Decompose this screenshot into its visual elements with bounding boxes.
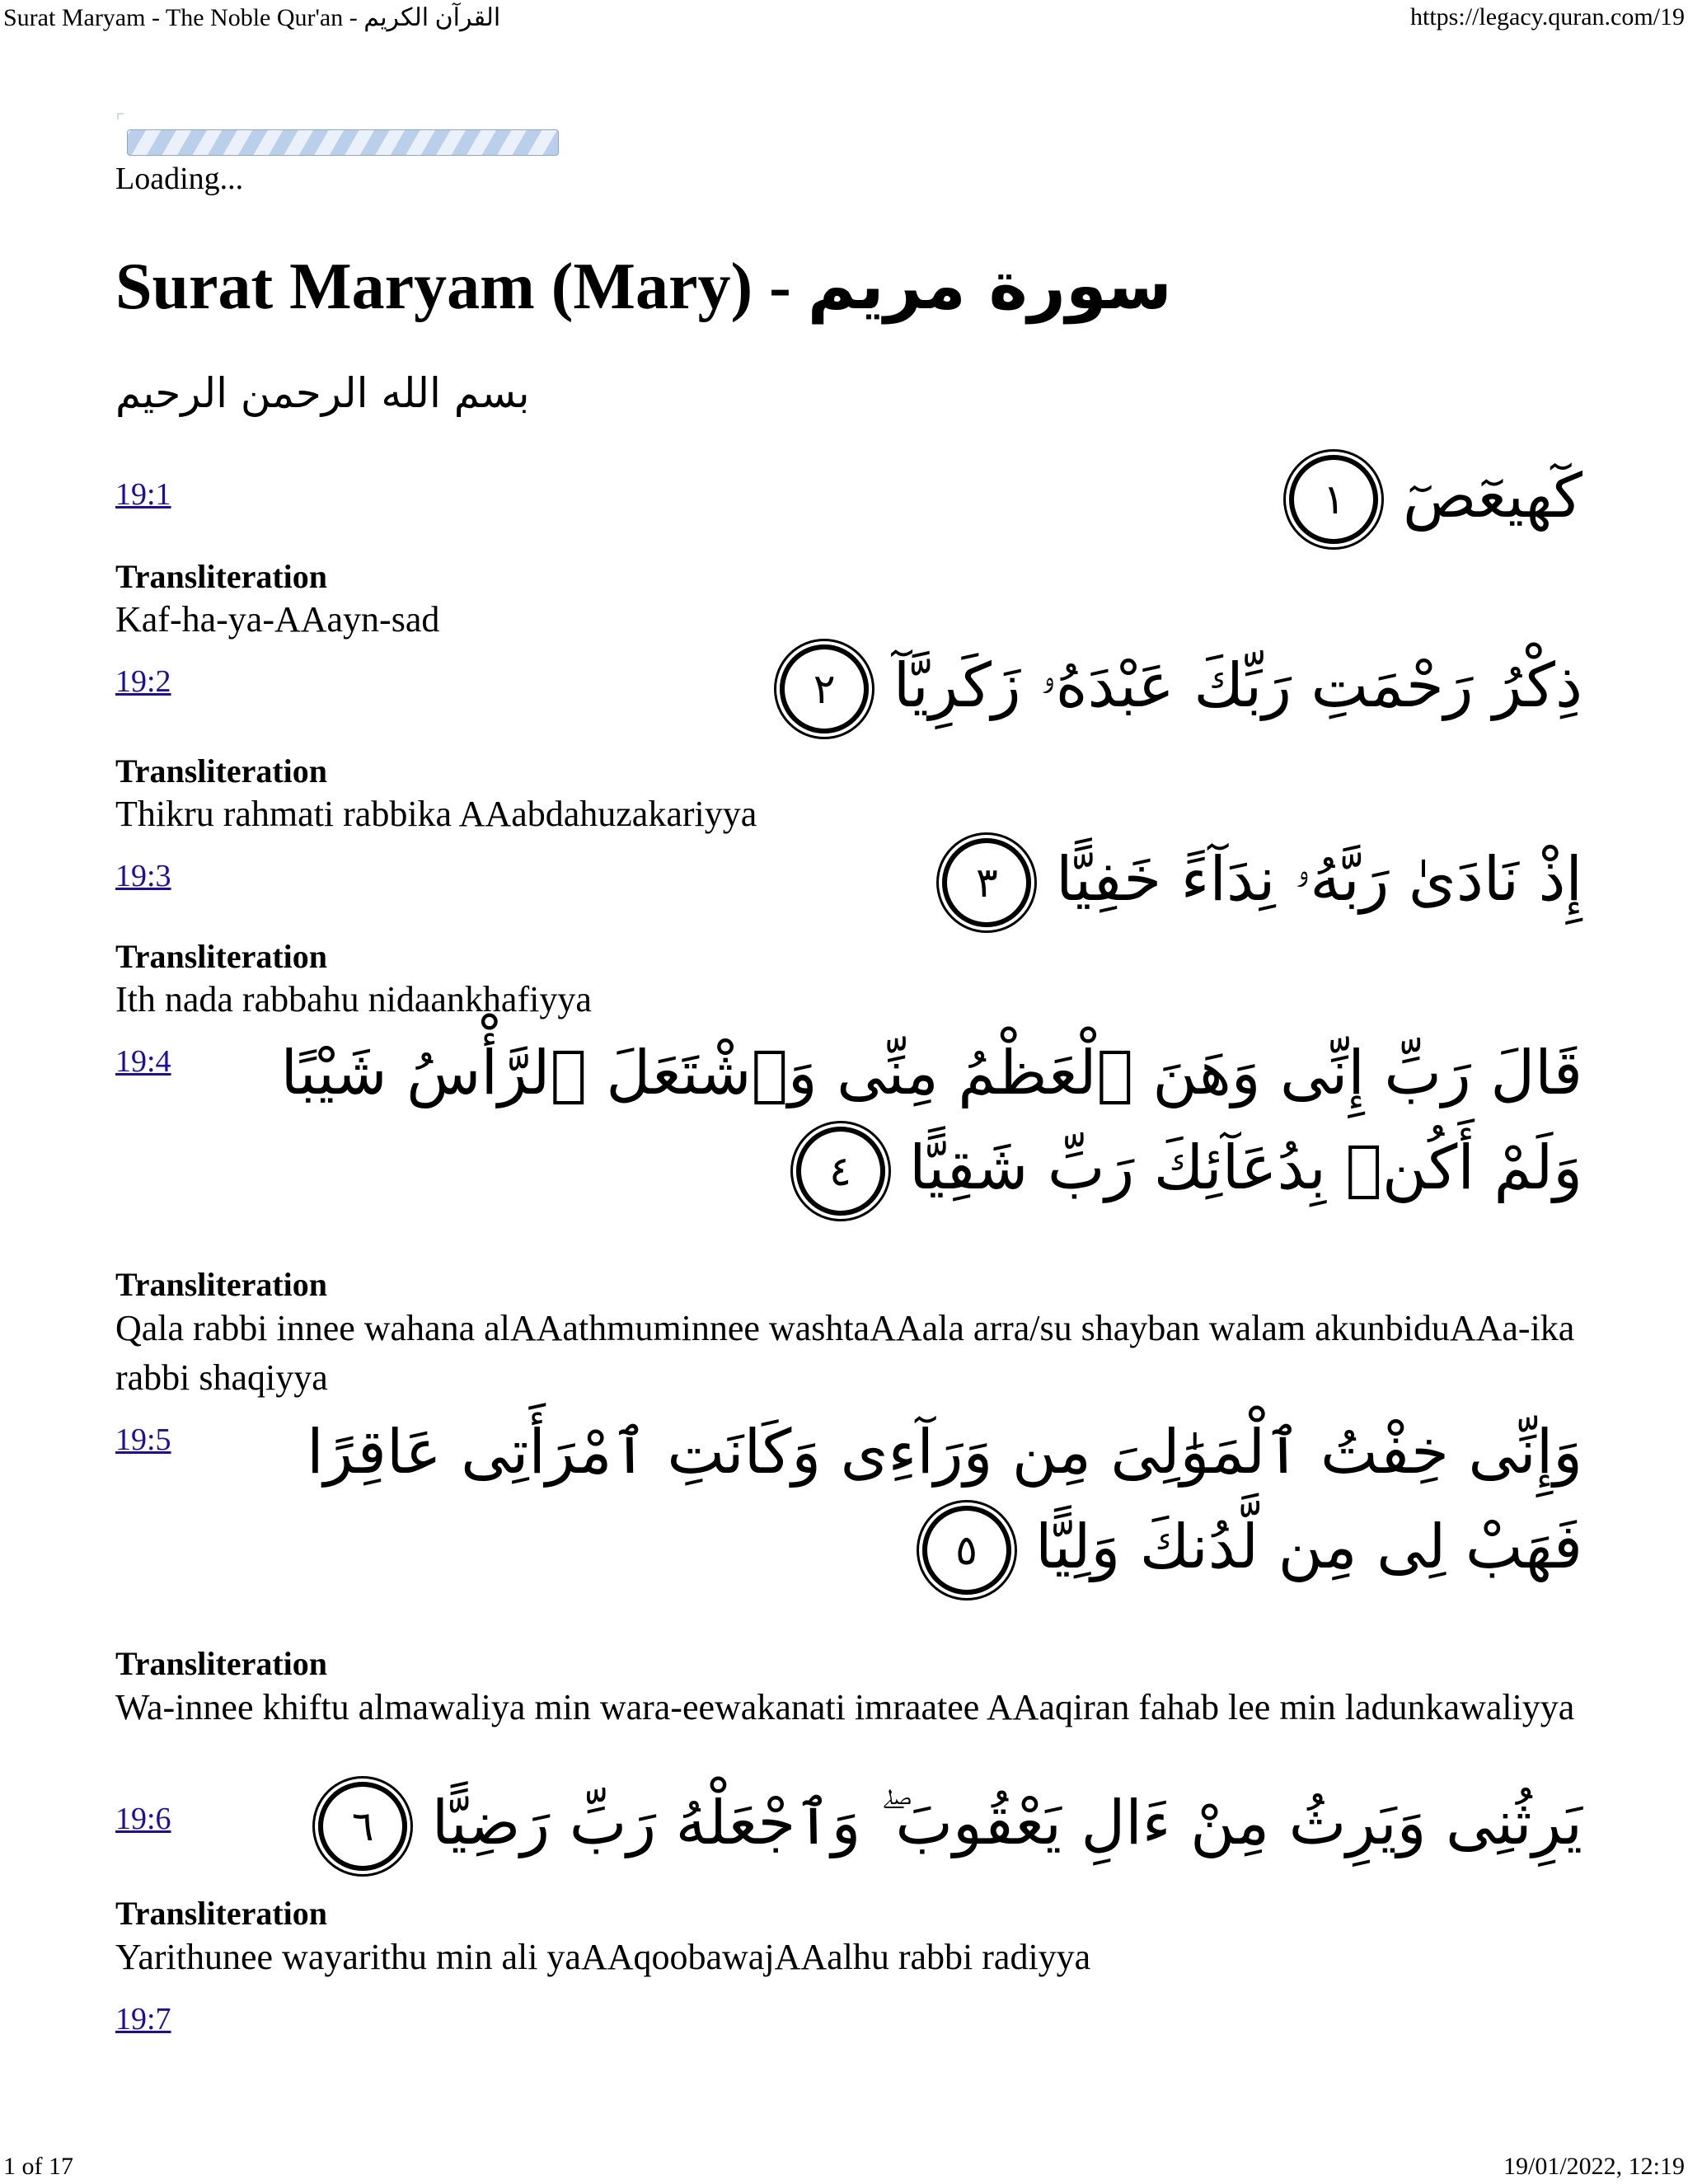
verse-link-19-7[interactable]: 19:7 (115, 2002, 171, 2036)
transliteration-label: Transliteration (115, 1645, 328, 1682)
page-counter: 1 of 17 (3, 2153, 73, 2180)
loader-corner-icon (117, 113, 124, 120)
verse-link-19-6[interactable]: 19:6 (115, 1802, 171, 1836)
page-title-english: Surat Maryam (Mary) - (115, 251, 808, 323)
verse-arabic-text: كٓهيعٓصٓ (1402, 461, 1582, 532)
verse-arabic (231, 1026, 1582, 1216)
page-title-arabic: سورة مريم (807, 247, 1172, 324)
transliteration-label: Transliteration (115, 1266, 328, 1303)
transliteration-label: Transliteration (115, 938, 328, 975)
verse-link-19-4[interactable]: 19:4 (115, 1044, 171, 1079)
verse-arabic (231, 1405, 1582, 1595)
verse-arabic-text: ذِكْرُ رَحْمَتِ رَبِّكَ عَبْدَهُۥ زَكَرِيَّآ (893, 650, 1582, 721)
verse-arabic (313, 1776, 1582, 1871)
verse-arabic (937, 832, 1582, 927)
browser-page-title: Surat Maryam - The Noble Qur'an - القرآن الكريم (3, 4, 501, 31)
verse-end-marker-icon: ٤ (796, 1127, 885, 1216)
page-title (115, 247, 1172, 325)
transliteration-text: Qala rabbi innee wahana alAAathmuminnee washtaAAala arra/su shayban walam akunbiduAAa-ika rabbi shaqiyya (115, 1308, 1575, 1398)
verse-end-marker-icon: ٢ (780, 644, 869, 733)
verse-end-marker-icon: ٣ (942, 838, 1031, 927)
verse-end-marker-icon: ٥ (922, 1506, 1011, 1595)
verse-end-marker-icon: ٦ (318, 1782, 407, 1871)
verse-arabic (775, 639, 1582, 733)
verse-arabic-text: وَإِنِّى خِفْتُ ٱلْمَوَٰلِىَ مِن وَرَآءِى وَكَانَتِ ٱمْرَأَتِى عَاقِرًا فَهَبْ لِى مِن لَّدُنكَ وَلِيًّا (307, 1417, 1582, 1582)
transliteration-text: Thikru rahmati rabbika AAabdahuzakariyya (115, 794, 757, 834)
verse-end-marker-icon: ١ (1289, 455, 1378, 544)
loading-progress-bar (127, 129, 559, 156)
loading-text: Loading... (115, 162, 244, 196)
print-datetime: 19/01/2022, 12:19 (1503, 2153, 1685, 2180)
transliteration-label: Transliteration (115, 752, 328, 790)
verse-arabic (1284, 449, 1582, 544)
transliteration-label: Transliteration (115, 558, 328, 595)
verse-arabic-text: إِذْ نَادَىٰ رَبَّهُۥ نِدَآءً خَفِيًّا (1056, 844, 1582, 915)
verse-link-19-2[interactable]: 19:2 (115, 664, 171, 699)
verse-link-19-5[interactable]: 19:5 (115, 1422, 171, 1457)
transliteration-text: Wa-innee khiftu almawaliya min wara-eewakanati imraatee AAaqiran fahab lee min ladunkawaliyya (115, 1687, 1575, 1727)
verse-arabic-text: قَالَ رَبِّ إِنِّى وَهَنَ ٱلْعَظْمُ مِنِّى وَٱشْتَعَلَ ٱلرَّأْسُ شَيْبًا وَلَمْ أَكُنۢ بِدُعَآئِكَ رَبِّ شَقِيًّا (280, 1038, 1582, 1203)
verse-link-19-1[interactable]: 19:1 (115, 477, 171, 512)
transliteration-label: Transliteration (115, 1895, 328, 1932)
transliteration-text: Kaf-ha-ya-AAayn-sad (115, 599, 440, 640)
transliteration-text: Yarithunee wayarithu min ali yaAAqoobawajAAalhu rabbi radiyya (115, 1937, 1091, 1977)
transliteration-text: Ith nada rabbahu nidaankhafiyya (115, 979, 592, 1019)
verse-arabic-text: يَرِثُنِى وَيَرِثُ مِنْ ءَالِ يَعْقُوبَ ۖ وَٱجْعَلْهُ رَبِّ رَضِيًّا (431, 1788, 1582, 1858)
bismillah: بسم الله الرحمن الرحيم (115, 369, 530, 417)
verse-link-19-3[interactable]: 19:3 (115, 859, 171, 893)
page-url: https://legacy.quran.com/19 (1410, 3, 1685, 30)
